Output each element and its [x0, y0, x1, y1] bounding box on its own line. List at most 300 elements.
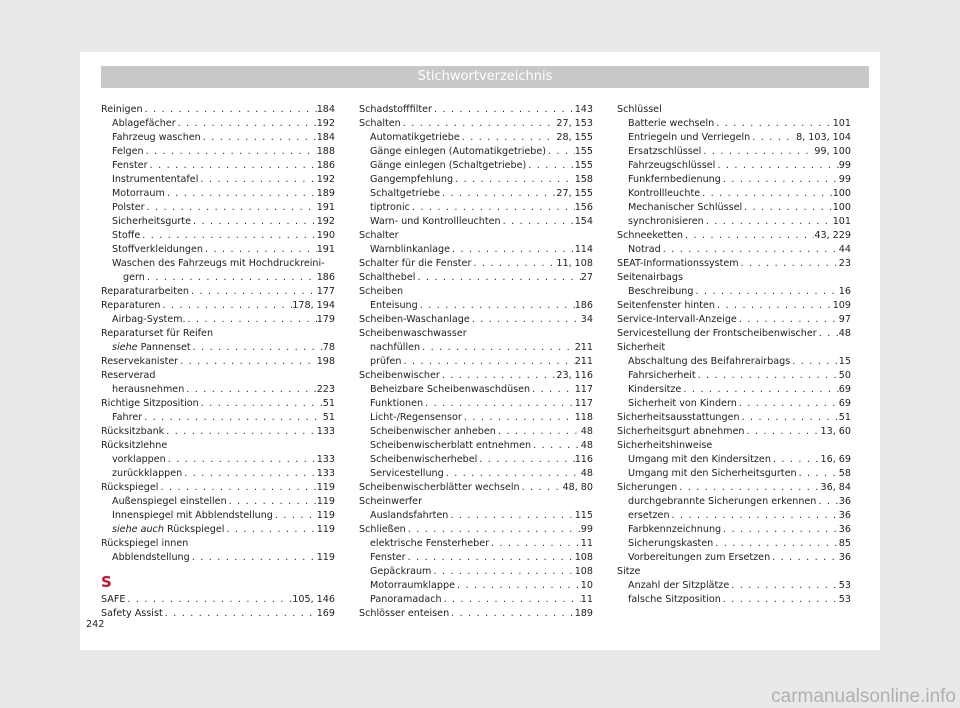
leader-dots — [744, 425, 820, 439]
index-entry — [101, 299, 335, 313]
index-subentry — [617, 383, 851, 397]
entry-page-ref: 36, 84 — [820, 482, 851, 493]
leader-dots — [771, 453, 821, 467]
entry-page-ref: 189 — [574, 608, 593, 619]
index-subentry — [617, 523, 851, 537]
leader-dots — [273, 509, 317, 523]
index-subentry — [101, 313, 335, 327]
entry-term: Gepäckraum — [370, 566, 432, 577]
index-subentry — [101, 117, 335, 131]
leader-dots — [721, 173, 839, 187]
entry-page-ref: 108 — [574, 566, 593, 577]
leader-dots — [713, 537, 839, 551]
leader-dots — [696, 369, 839, 383]
leader-dots — [742, 201, 833, 215]
entry-page-ref: 119 — [316, 482, 335, 493]
leader-dots — [471, 257, 556, 271]
leader-dots — [701, 145, 814, 159]
index-subentry — [617, 369, 851, 383]
entry-page-ref: 133 — [316, 454, 335, 465]
leader-dots — [453, 173, 575, 187]
leader-dots — [729, 579, 839, 593]
entry-page-ref: 53 — [838, 580, 851, 591]
leader-dots — [165, 187, 317, 201]
leader-dots — [530, 383, 575, 397]
entry-term: Scheibenwischerblatt entnehmen — [370, 440, 532, 451]
page-title: Stichwortverzeichnis — [101, 66, 869, 88]
entry-term: Schadstofffilter — [359, 104, 432, 115]
entry-page-ref: 36 — [838, 524, 851, 535]
entry-term: Instrumententafel — [112, 174, 199, 185]
index-subentry — [617, 117, 851, 131]
entry-page-ref: 85 — [838, 538, 851, 549]
index-subentry — [617, 453, 851, 467]
leader-dots — [431, 565, 574, 579]
entry-page-ref: 13, 60 — [820, 426, 851, 437]
entry-term: Enteisung — [370, 300, 418, 311]
index-entry — [617, 299, 851, 313]
entry-term: Waschen des Fahrzeugs mit Hochdruckreini- — [112, 258, 325, 269]
entry-page-ref: 99 — [838, 174, 851, 185]
entry-term: Reparaturarbeiten — [101, 286, 189, 297]
entry-page-ref: 178, 194 — [292, 300, 335, 311]
index-entry — [617, 341, 851, 355]
entry-term: Scheibenwischer anheben — [370, 426, 496, 437]
entry-page-ref: 99, 100 — [814, 146, 851, 157]
leader-dots — [440, 369, 557, 383]
leader-dots — [817, 327, 839, 341]
entry-term: Reinigen — [101, 104, 143, 115]
leader-dots — [401, 355, 574, 369]
index-subentry — [617, 355, 851, 369]
index-column-2 — [359, 103, 593, 621]
index-entry — [101, 607, 335, 621]
index-entry — [359, 257, 593, 271]
leader-dots — [189, 285, 317, 299]
leader-dots — [145, 201, 317, 215]
leader-dots — [797, 467, 839, 481]
leader-dots — [455, 579, 581, 593]
entry-term: Scheibenwischerhebel — [370, 454, 478, 465]
entry-term: Schalten — [359, 118, 401, 129]
index-subentry — [359, 593, 593, 607]
index-entry — [101, 327, 335, 341]
entry-page-ref: 114 — [574, 244, 593, 255]
index-entry — [617, 411, 851, 425]
entry-page-ref: 108 — [574, 552, 593, 563]
entry-page-ref: 192 — [316, 216, 335, 227]
entry-page-ref: 23 — [838, 258, 851, 269]
leader-dots — [201, 131, 317, 145]
entry-page-ref: 109 — [832, 300, 851, 311]
leader-dots — [714, 117, 832, 131]
index-subentry — [101, 215, 335, 229]
entry-term: Beschreibung — [628, 286, 694, 297]
index-subentry — [101, 509, 335, 523]
index-subentry — [359, 299, 593, 313]
entry-term: Panoramadach — [370, 594, 442, 605]
index-subentry — [617, 579, 851, 593]
entry-term: Sitze — [617, 566, 641, 577]
index-entry — [101, 481, 335, 495]
index-subentry — [359, 397, 593, 411]
entry-term: Schließen — [359, 524, 406, 535]
entry-page-ref: 50 — [838, 370, 851, 381]
entry-term: Schalter — [359, 230, 399, 241]
leader-dots — [737, 313, 839, 327]
entry-term: siehe auch Rückspiegel — [112, 524, 225, 535]
entry-page-ref: 191 — [316, 202, 335, 213]
entry-term: Reparaturset für Reifen — [101, 328, 214, 339]
entry-term: siehe Pannenset — [112, 342, 191, 353]
entry-term: Funkfernbedienung — [628, 174, 721, 185]
entry-term: Sicherungen — [617, 482, 678, 493]
entry-page-ref: 192 — [316, 118, 335, 129]
entry-term: Schaltgetriebe — [370, 188, 441, 199]
entry-term: Sicherheitsgurte — [112, 216, 191, 227]
entry-term: Umgang mit den Sicherheitsgurten — [628, 468, 797, 479]
entry-page-ref: 36 — [838, 510, 851, 521]
index-entry — [617, 313, 851, 327]
entry-page-ref: 211 — [574, 356, 593, 367]
index-subentry — [359, 439, 593, 453]
index-entry — [359, 313, 593, 327]
leader-dots — [790, 355, 839, 369]
leader-dots — [148, 159, 317, 173]
entry-page-ref: 101 — [832, 118, 851, 129]
entry-page-ref: 53 — [838, 594, 851, 605]
leader-dots — [158, 481, 316, 495]
leader-dots — [190, 551, 317, 565]
leader-dots — [670, 509, 839, 523]
entry-page-ref: 16, 69 — [820, 454, 851, 465]
leader-dots — [681, 383, 838, 397]
entry-term: Schlüssel — [617, 104, 662, 115]
leader-dots — [140, 229, 316, 243]
entry-page-ref: 184 — [316, 132, 335, 143]
entry-term: Entriegeln und Verriegeln — [628, 132, 751, 143]
index-entry — [101, 355, 335, 369]
leader-dots — [737, 397, 839, 411]
index-entry — [617, 425, 851, 439]
entry-term: Fenster — [370, 552, 406, 563]
index-subentry — [617, 397, 851, 411]
index-subentry — [101, 145, 335, 159]
entry-term: Sicherheitshinweise — [617, 440, 713, 451]
leader-dots — [401, 117, 557, 131]
entry-term: Scheibenwischer — [359, 370, 440, 381]
index-subentry — [101, 523, 335, 537]
leader-dots — [489, 537, 581, 551]
entry-term: Scheibenwischerblätter wechseln — [359, 482, 520, 493]
index-entry — [617, 327, 851, 341]
entry-page-ref: 43, 229 — [814, 230, 851, 241]
index-subentry — [617, 593, 851, 607]
entry-page-ref: 48, 80 — [562, 482, 593, 493]
index-entry — [101, 397, 335, 411]
entry-page-ref: 11 — [580, 538, 593, 549]
leader-dots — [143, 103, 317, 117]
index-subentry — [101, 187, 335, 201]
leader-dots — [520, 481, 563, 495]
index-entry — [617, 439, 851, 453]
entry-term: Schalter für die Fenster — [359, 258, 472, 269]
entry-page-ref: 15 — [838, 356, 851, 367]
section-letter: S — [101, 573, 112, 591]
entry-term: Reserverad — [101, 370, 156, 381]
index-subentry — [359, 467, 593, 481]
entry-term: Servicestellung — [370, 468, 444, 479]
leader-dots — [227, 495, 317, 509]
index-subentry — [359, 243, 593, 257]
index-entry — [101, 439, 335, 453]
entry-page-ref: 28, 155 — [556, 132, 593, 143]
entry-page-ref: 10 — [580, 580, 593, 591]
index-subentry — [101, 341, 335, 355]
entry-term: Warnblinkanlage — [370, 244, 450, 255]
index-entry — [359, 607, 593, 621]
leader-dots — [144, 145, 317, 159]
leader-dots — [531, 439, 581, 453]
index-subentry — [359, 159, 593, 173]
entry-term: Innenspiegel mit Abblendstellung — [112, 510, 273, 521]
entry-page-ref: 188 — [316, 146, 335, 157]
entry-term: Airbag-System. — [112, 314, 186, 325]
index-subentry — [101, 551, 335, 565]
leader-dots — [418, 299, 575, 313]
entry-page-ref: 51 — [322, 398, 335, 409]
entry-page-ref: 189 — [316, 188, 335, 199]
entry-term: Felgen — [112, 146, 144, 157]
entry-page-ref: 116 — [574, 454, 593, 465]
entry-page-ref: 184 — [316, 104, 335, 115]
entry-page-ref: 186 — [574, 300, 593, 311]
index-subentry — [359, 355, 593, 369]
entry-term: Beheizbare Scheibenwaschdüsen — [370, 384, 531, 395]
entry-term: durchgebrannte Sicherungen erkennen — [628, 496, 817, 507]
entry-term: Umgang mit den Kindersitzen — [628, 454, 771, 465]
index-entry — [617, 229, 851, 243]
entry-term: Fahrer — [112, 412, 143, 423]
index-subentry — [617, 187, 851, 201]
leader-dots — [184, 383, 316, 397]
index-subentry — [617, 509, 851, 523]
index-entry — [359, 481, 593, 495]
index-entry — [101, 425, 335, 439]
entry-term: zurückklappen — [112, 468, 183, 479]
index-entry — [359, 369, 593, 383]
entry-page-ref: 23, 116 — [556, 370, 593, 381]
entry-page-ref: 48 — [580, 440, 593, 451]
index-subentry — [359, 579, 593, 593]
index-subentry — [101, 411, 335, 425]
entry-term: Reparaturen — [101, 300, 161, 311]
entry-term: Automatikgetriebe — [370, 132, 460, 143]
index-subentry — [359, 145, 593, 159]
leader-dots — [448, 509, 574, 523]
index-subentry — [101, 159, 335, 173]
index-entry — [359, 327, 593, 341]
entry-page-ref: 133 — [316, 426, 335, 437]
index-subentry — [617, 201, 851, 215]
entry-page-ref: 8, 103, 104 — [796, 132, 851, 143]
entry-term: Kontrollleuchte — [628, 188, 701, 199]
entry-page-ref: 101 — [832, 216, 851, 227]
entry-term: Fahrsicherheit — [628, 370, 696, 381]
entry-term: Seitenairbags — [617, 272, 683, 283]
entry-term: Fahrzeugschlüssel — [628, 160, 716, 171]
entry-page-ref: 119 — [316, 496, 335, 507]
entry-term: SEAT-Informationssystem — [617, 258, 739, 269]
entry-page-ref: 119 — [316, 552, 335, 563]
index-subentry — [101, 229, 335, 243]
entry-page-ref: 186 — [316, 160, 335, 171]
entry-page-ref: 36 — [838, 496, 851, 507]
leader-dots — [420, 341, 575, 355]
leader-dots — [460, 131, 557, 145]
entry-term: Seitenfenster hinten — [617, 300, 715, 311]
leader-dots — [715, 159, 838, 173]
entry-page-ref: 48 — [580, 468, 593, 479]
entry-term: nachfüllen — [370, 342, 421, 353]
index-subentry — [359, 425, 593, 439]
entry-term: Funktionen — [370, 398, 424, 409]
entry-page-ref: 119 — [316, 524, 335, 535]
entry-term: Sicherheit — [617, 342, 666, 353]
entry-page-ref: 155 — [574, 160, 593, 171]
index-subentry — [359, 173, 593, 187]
leader-dots — [700, 187, 833, 201]
index-entry — [617, 271, 851, 285]
index-subentry — [359, 509, 593, 523]
index-subentry — [101, 467, 335, 481]
leader-dots — [142, 411, 323, 425]
index-entry — [359, 495, 593, 509]
entry-term: vorklappen — [112, 454, 166, 465]
entry-term: elektrische Fensterheber — [370, 538, 490, 549]
entry-term: Rückspiegel innen — [101, 538, 189, 549]
entry-term: Schlösser enteisen — [359, 608, 450, 619]
entry-term: Gänge einlegen (Schaltgetriebe) — [370, 160, 527, 171]
entry-page-ref: 154 — [574, 216, 593, 227]
entry-term: Notrad — [628, 244, 661, 255]
index-column-1 — [101, 103, 335, 621]
index-entry — [101, 369, 335, 383]
index-entry — [359, 271, 593, 285]
index-subentry — [617, 215, 851, 229]
entry-page-ref: 100 — [832, 188, 851, 199]
entry-term: Ersatzschlüssel — [628, 146, 702, 157]
entry-term: Motorraumklappe — [370, 580, 455, 591]
index-entry — [617, 103, 851, 117]
entry-page-ref: 27 — [580, 272, 593, 283]
entry-term: Stoffverkleidungen — [112, 244, 203, 255]
leader-dots — [770, 551, 839, 565]
index-subentry — [617, 537, 851, 551]
entry-term: Vorbereitungen zum Ersetzen — [628, 552, 771, 563]
leader-dots — [406, 551, 575, 565]
index-subentry — [101, 201, 335, 215]
leader-dots — [693, 285, 838, 299]
entry-term: Mechanischer Schlüssel — [628, 202, 743, 213]
entry-term: Gänge einlegen (Automatikgetriebe) — [370, 146, 546, 157]
index-subentry — [359, 341, 593, 355]
entry-term: SAFE — [101, 594, 126, 605]
leader-dots — [546, 145, 575, 159]
entry-page-ref: 100 — [832, 202, 851, 213]
leader-dots — [816, 495, 838, 509]
index-subentry — [101, 131, 335, 145]
entry-page-ref: 34 — [580, 314, 593, 325]
entry-term: Sicherheitsausstattungen — [617, 412, 740, 423]
leader-dots — [462, 411, 575, 425]
entry-term: Gangempfehlung — [370, 174, 454, 185]
leader-dots — [199, 397, 323, 411]
leader-dots — [470, 313, 581, 327]
entry-term: ersetzen — [628, 510, 670, 521]
leader-dots — [442, 593, 581, 607]
index-subentry — [359, 215, 593, 229]
entry-term: Scheibenwaschwasser — [359, 328, 467, 339]
entry-page-ref: 118 — [574, 412, 593, 423]
index-subentry — [617, 159, 851, 173]
leader-dots — [721, 593, 839, 607]
index-entry — [359, 523, 593, 537]
index-subentry — [617, 285, 851, 299]
leader-dots — [432, 103, 575, 117]
entry-term: Schalthebel — [359, 272, 416, 283]
entry-page-ref: 16 — [838, 286, 851, 297]
entry-page-ref: 119 — [316, 510, 335, 521]
index-entry — [101, 103, 335, 117]
index-entry — [101, 593, 335, 607]
leader-dots — [161, 299, 293, 313]
index-entry — [617, 565, 851, 579]
index-column-3 — [617, 103, 851, 607]
entry-term: Stoffe — [112, 230, 141, 241]
entry-page-ref: 143 — [574, 104, 593, 115]
leader-dots — [496, 425, 581, 439]
entry-term: Reservekanister — [101, 356, 179, 367]
entry-page-ref: 156 — [574, 202, 593, 213]
leader-dots — [178, 355, 317, 369]
entry-term: Scheiben — [359, 286, 404, 297]
entry-page-ref: 99 — [838, 160, 851, 171]
page-number: 242 — [86, 619, 105, 630]
entry-term: Licht-/Regensensor — [370, 412, 462, 423]
leader-dots — [163, 607, 317, 621]
leader-dots — [125, 593, 292, 607]
index-subentry — [359, 383, 593, 397]
leader-dots — [406, 523, 581, 537]
entry-term: tiptronic — [370, 202, 410, 213]
leader-dots — [477, 453, 574, 467]
index-subentry — [359, 201, 593, 215]
index-subentry — [101, 453, 335, 467]
index-entry — [359, 103, 593, 117]
entry-term: Sicherheitsgurt abnehmen — [617, 426, 745, 437]
entry-term: Servicestellung der Frontscheibenwischer — [617, 328, 817, 339]
entry-page-ref: 44 — [838, 244, 851, 255]
entry-term: Rücksitzlehne — [101, 440, 168, 451]
leader-dots — [164, 425, 316, 439]
leader-dots — [444, 467, 581, 481]
index-subentry — [359, 187, 593, 201]
index-subentry — [617, 551, 851, 565]
leader-dots — [750, 131, 796, 145]
entry-page-ref: 48 — [580, 426, 593, 437]
entry-term: Service-Intervall-Anzeige — [617, 314, 737, 325]
